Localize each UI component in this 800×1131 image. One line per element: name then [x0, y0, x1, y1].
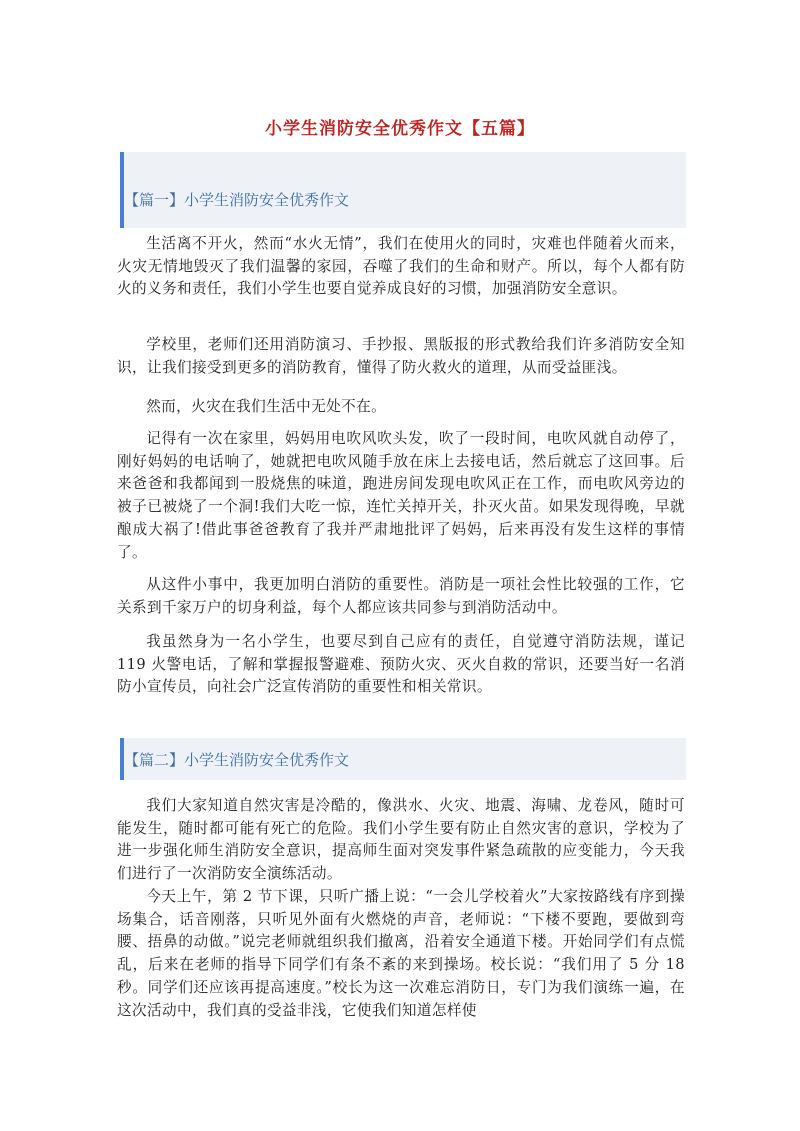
paragraph: 从这件小事中，我更加明白消防的重要性。消防是一项社会性比较强的工作，它关系到千家万户的切身利益，每个人都应该共同参与到消防活动中。: [117, 576, 685, 616]
paragraph: 我虽然身为一名小学生，也要尽到自己应有的责任，自觉遵守消防法规，谨记 119 火警电话，了解和掌握报警避难、预防火灾、灭火自救的常识，还要当好一名消防小宣传员，向社会广泛宣传消防的重要性和相关常识。: [117, 633, 685, 696]
page-title: 小学生消防安全优秀作文【五篇】: [265, 119, 535, 139]
section-heading: 【篇一】小学生消防安全优秀作文: [124, 191, 350, 209]
paragraph: 然而，火灾在我们生活中无处不在。: [146, 398, 387, 415]
paragraph: 生活离不开火，然而“水火无情”，我们在使用火的同时，灾难也伴随着火而来，火灾无情地毁灭了我们温馨的家园，吞噬了我们的生命和财产。所以，每个人都有防火的义务和责任，我们小学生也要自觉养成良好的习惯，加强消防安全意识。: [117, 235, 685, 298]
paragraph: 今天上午，第 2 节下课，只听广播上说：“一会儿学校着火”大家按路线有序到操场集合，话音刚落，只听见外面有火燃烧的声音，老师说：“下楼不要跑，要做到弯腰、捂鼻的动做。”说完老师就组织我们撤离，沿着安全通道下楼。开始同学们有点慌乱，后来在老师的指导下同学们有条不紊的来到操场。校长说：“我们用了 5 分 18 秒。同学们还应该再提高速度。”校长为这一次难忘消防日，专门为我们演练一遍，在这次活动中，我们真的受益非浅，它使我们知道怎样使: [117, 888, 685, 1019]
paragraph: 记得有一次在家里，妈妈用电吹风吹头发，吹了一段时间，电吹风就自动停了，刚好妈妈的电话响了，她就把电吹风随手放在床上去接电话，然后就忘了这回事。后来爸爸和我都闻到一股烧焦的味道，跑进房间发现电吹风正在工作，而电吹风旁边的被子已被烧了一个洞!我们大吃一惊，连忙关掉开关，扑灭火苗。如果发现得晚，早就酿成大祸了!借此事爸爸教育了我并严肃地批评了妈妈，后来再没有发生这样的事情了。: [117, 430, 685, 561]
paragraph: 我们大家知道自然灾害是冷酷的，像洪水、火灾、地震、海啸、龙卷风，随时可能发生，随时都可能有死亡的危险。我们小学生要有防止自然灾害的意识，学校为了进一步强化师生消防安全意识，提高师生面对突发事件紧急疏散的应变能力，今天我们进行了一次消防安全演练活动。: [117, 797, 685, 883]
section-heading: 【篇二】小学生消防安全优秀作文: [124, 751, 350, 769]
paragraph: 学校里，老师们还用消防演习、手抄报、黑版报的形式教给我们许多消防安全知识，让我们接受到更多的消防教育，懂得了防火救火的道理，从而受益匪浅。: [117, 336, 685, 376]
